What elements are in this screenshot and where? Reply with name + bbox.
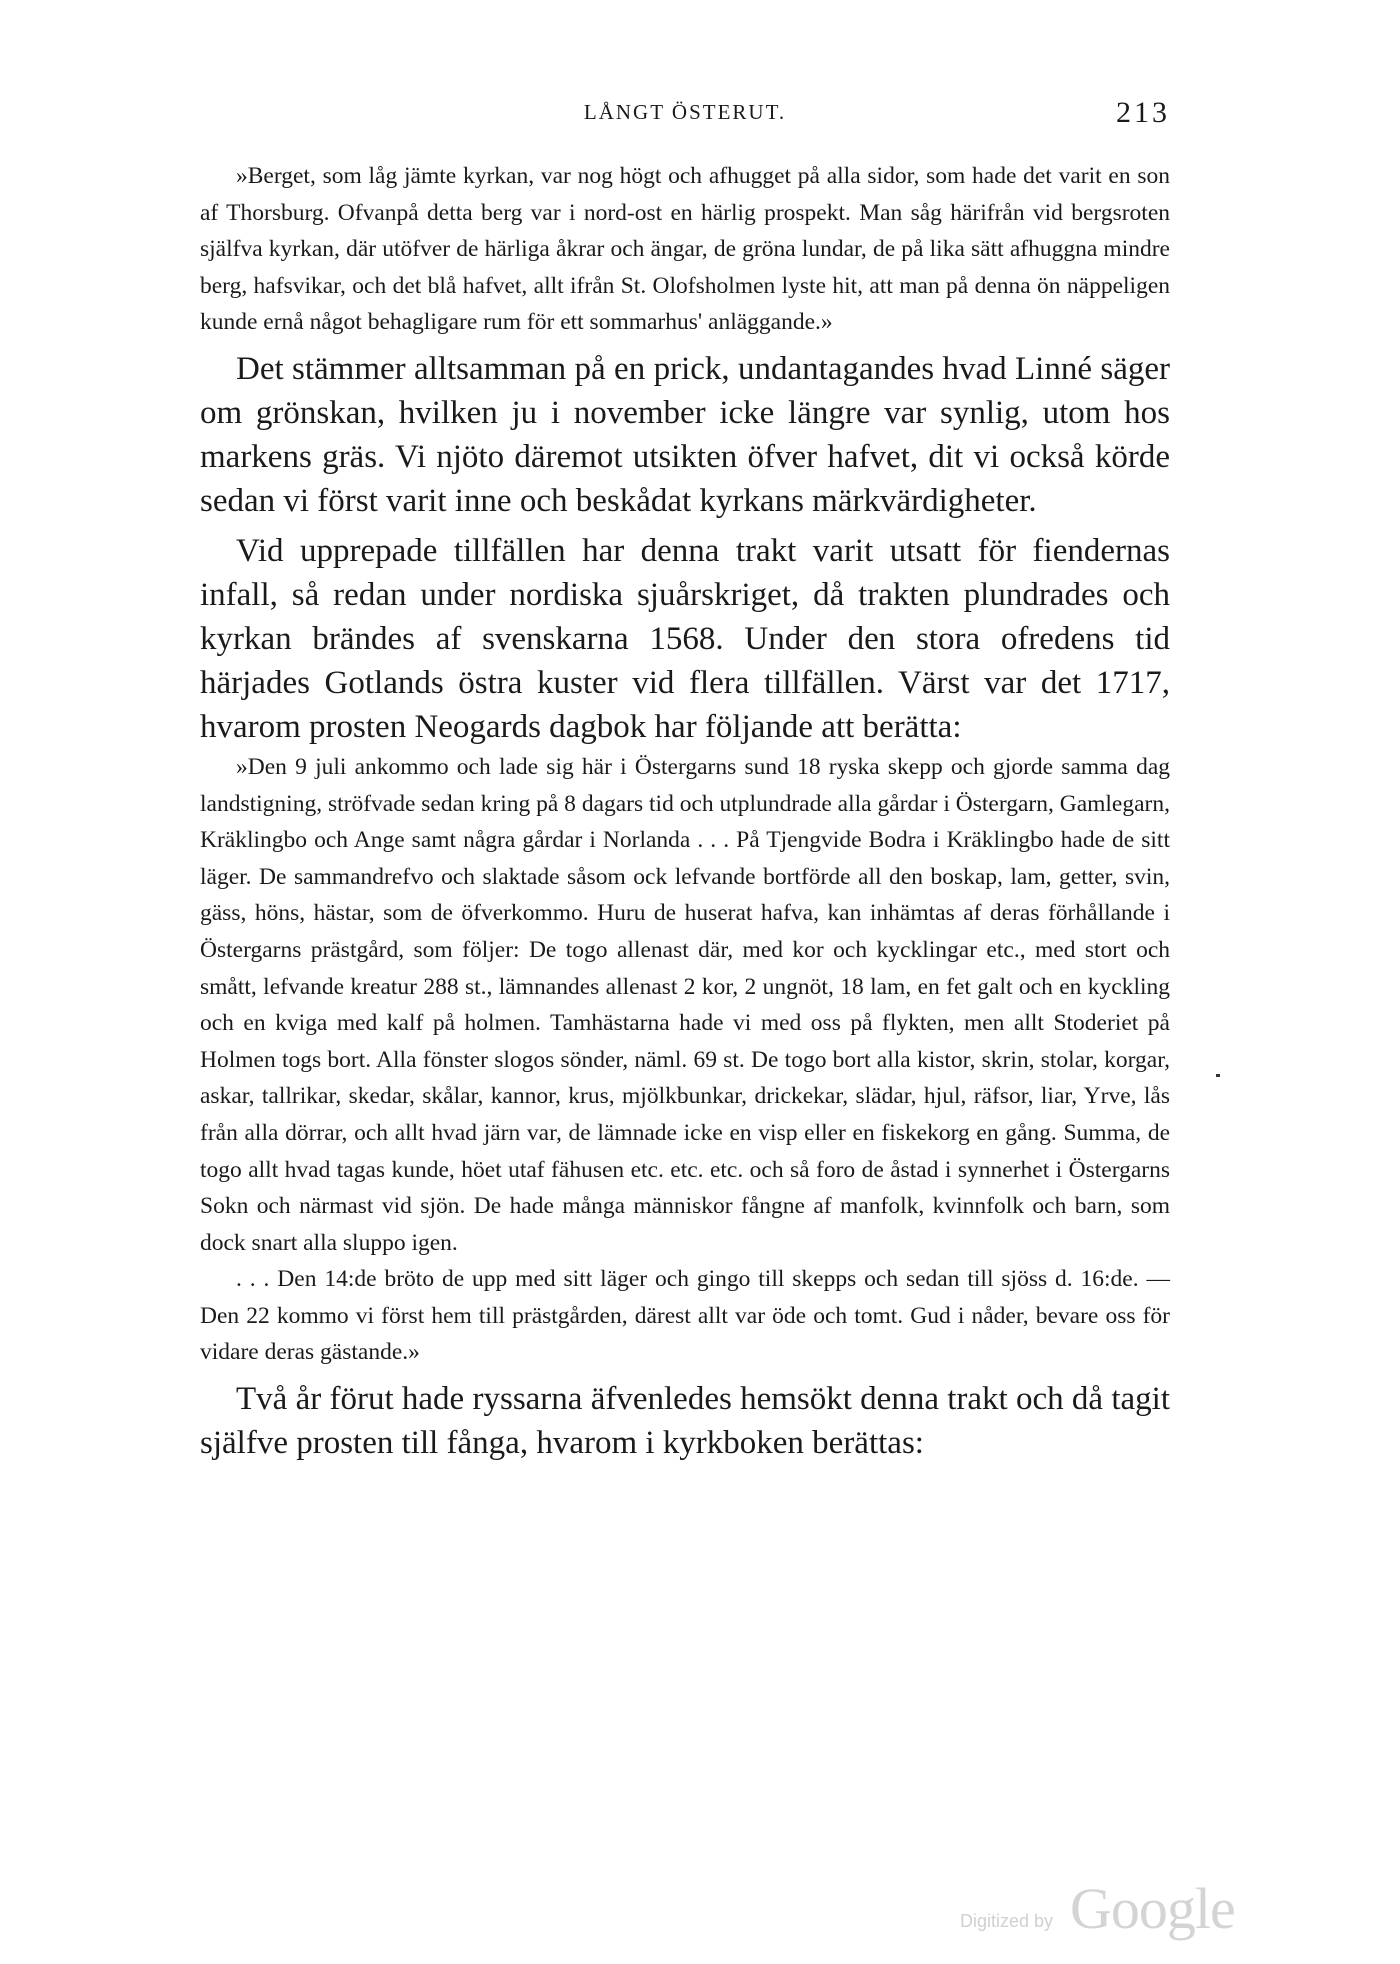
page-header [200,96,1170,136]
body-paragraph: Vid upprepade tillfällen har denna trakt varit utsatt för fiendernas infall, så redan under nordiska sjuårskriget, då trakten plundrades och kyrkan brändes af svenskarna 1568. Under den stora ofredens tid härjades Gotlands östra kuster vid flera tillfällen. Värst var det 1717, hvarom prosten Neogards dagbok har följande att berätta: [200,532,1170,745]
watermark-prefix: Digitized by [960,1911,1054,1931]
page-body [200,158,1170,1465]
quote-paragraph: »Berget, som låg jämte kyrkan, var nog högt och afhugget på alla sidor, som hade det varit en son af Thorsburg. Ofvanpå detta berg var i nord-ost en härlig prospekt. Man såg härifrån vid bergsroten själfva kyrkan, där utöfver de härliga åkrar och ängar, de gröna lundar, de på lika sätt afhuggna mindre berg, hafsvikar, och det blå hafvet, allt ifrån St. Olofsholmen lyste hit, att man på denna ön näppeligen kunde ernå något behagligare rum för ett sommarhus' anläggande.» [200,163,1170,336]
body-paragraph: Två år förut hade ryssarna äfvenledes hemsökt denna trakt och då tagit själfve prosten till fånga, hvarom i kyrkboken berättas: [200,1381,1170,1462]
google-logo: Google [1070,1876,1235,1941]
quote-paragraph: »Den 9 juli ankommo och lade sig här i Östergarns sund 18 ryska skepp och gjorde samma dag landstigning, ströfvade sedan kring på 8 dagars tid och utplundrade alla gårdar i Östergarn, Gamlegarn, Kräklingbo och Ange samt några gårdar i Norlanda . . . På Tjengvide Bodra i Kräklingbo hade de sitt läger. De sammandrefvo och slaktade såsom ock lefvande bortförde all den boskap, lam, getter, svin, gäss, höns, hästar, som de öfverkommo. Huru de huserat hafva, kan inhämtas af deras förhållande i Östergarns prästgård, som följer: De togo allenast där, med kor och kycklingar etc., med stort och smått, lefvande kreatur 288 st., lämnandes allenast 2 kor, 2 ungnöt, 18 lam, en fet galt och en kyckling och en kviga med kalf på holmen. Tamhästarna hade vi med oss på flykten, men allt Stoderiet på Holmen togs bort. Alla fönster slogos sönder, näml. 69 st. De togo bort alla kistor, skrin, stolar, korgar, askar, tallrikar, skedar, skålar, kannor, krus, mjölkbunkar, drickekar, slädar, hjul, räfsor, liar, Yrve, lås från alla dörrar, och allt hvad järn var, de lämnade icke en visp eller en fiskekorg en gång. Summa, de togo allt hvad tagas kunde, höet utaf fähusen etc. etc. etc. och så foro de åstad i synnerhet i Östergarns Sokn och närmast vid sjön. De hade många människor fångne af manfolk, kvinnfolk och barn, som dock snart alla sluppo igen. [200,753,1170,1256]
digitization-watermark [960,1876,1260,1941]
body-paragraph: Det stämmer alltsamman på en prick, undantagandes hvad Linné säger om grönskan, hvilken ju i november icke längre var synlig, utom hos markens gräs. Vi njöto däremot utsikten öfver hafvet, dit vi också körde sedan vi först varit inne och beskådat kyrkans märkvärdigheter. [200,350,1170,519]
running-title: LÅNGT ÖSTERUT. [583,100,787,124]
quote-paragraph: . . . Den 14:de bröto de upp med sitt läger och gingo till skepps och sedan till sjöss d. 16:de. — Den 22 kommo vi först hem till prästgården, därest allt var öde och tomt. Gud i nåder, bevare oss för vidare deras gästande.» [200,1266,1170,1366]
ink-speck [1216,1074,1220,1077]
page-number: 213 [1116,96,1170,129]
